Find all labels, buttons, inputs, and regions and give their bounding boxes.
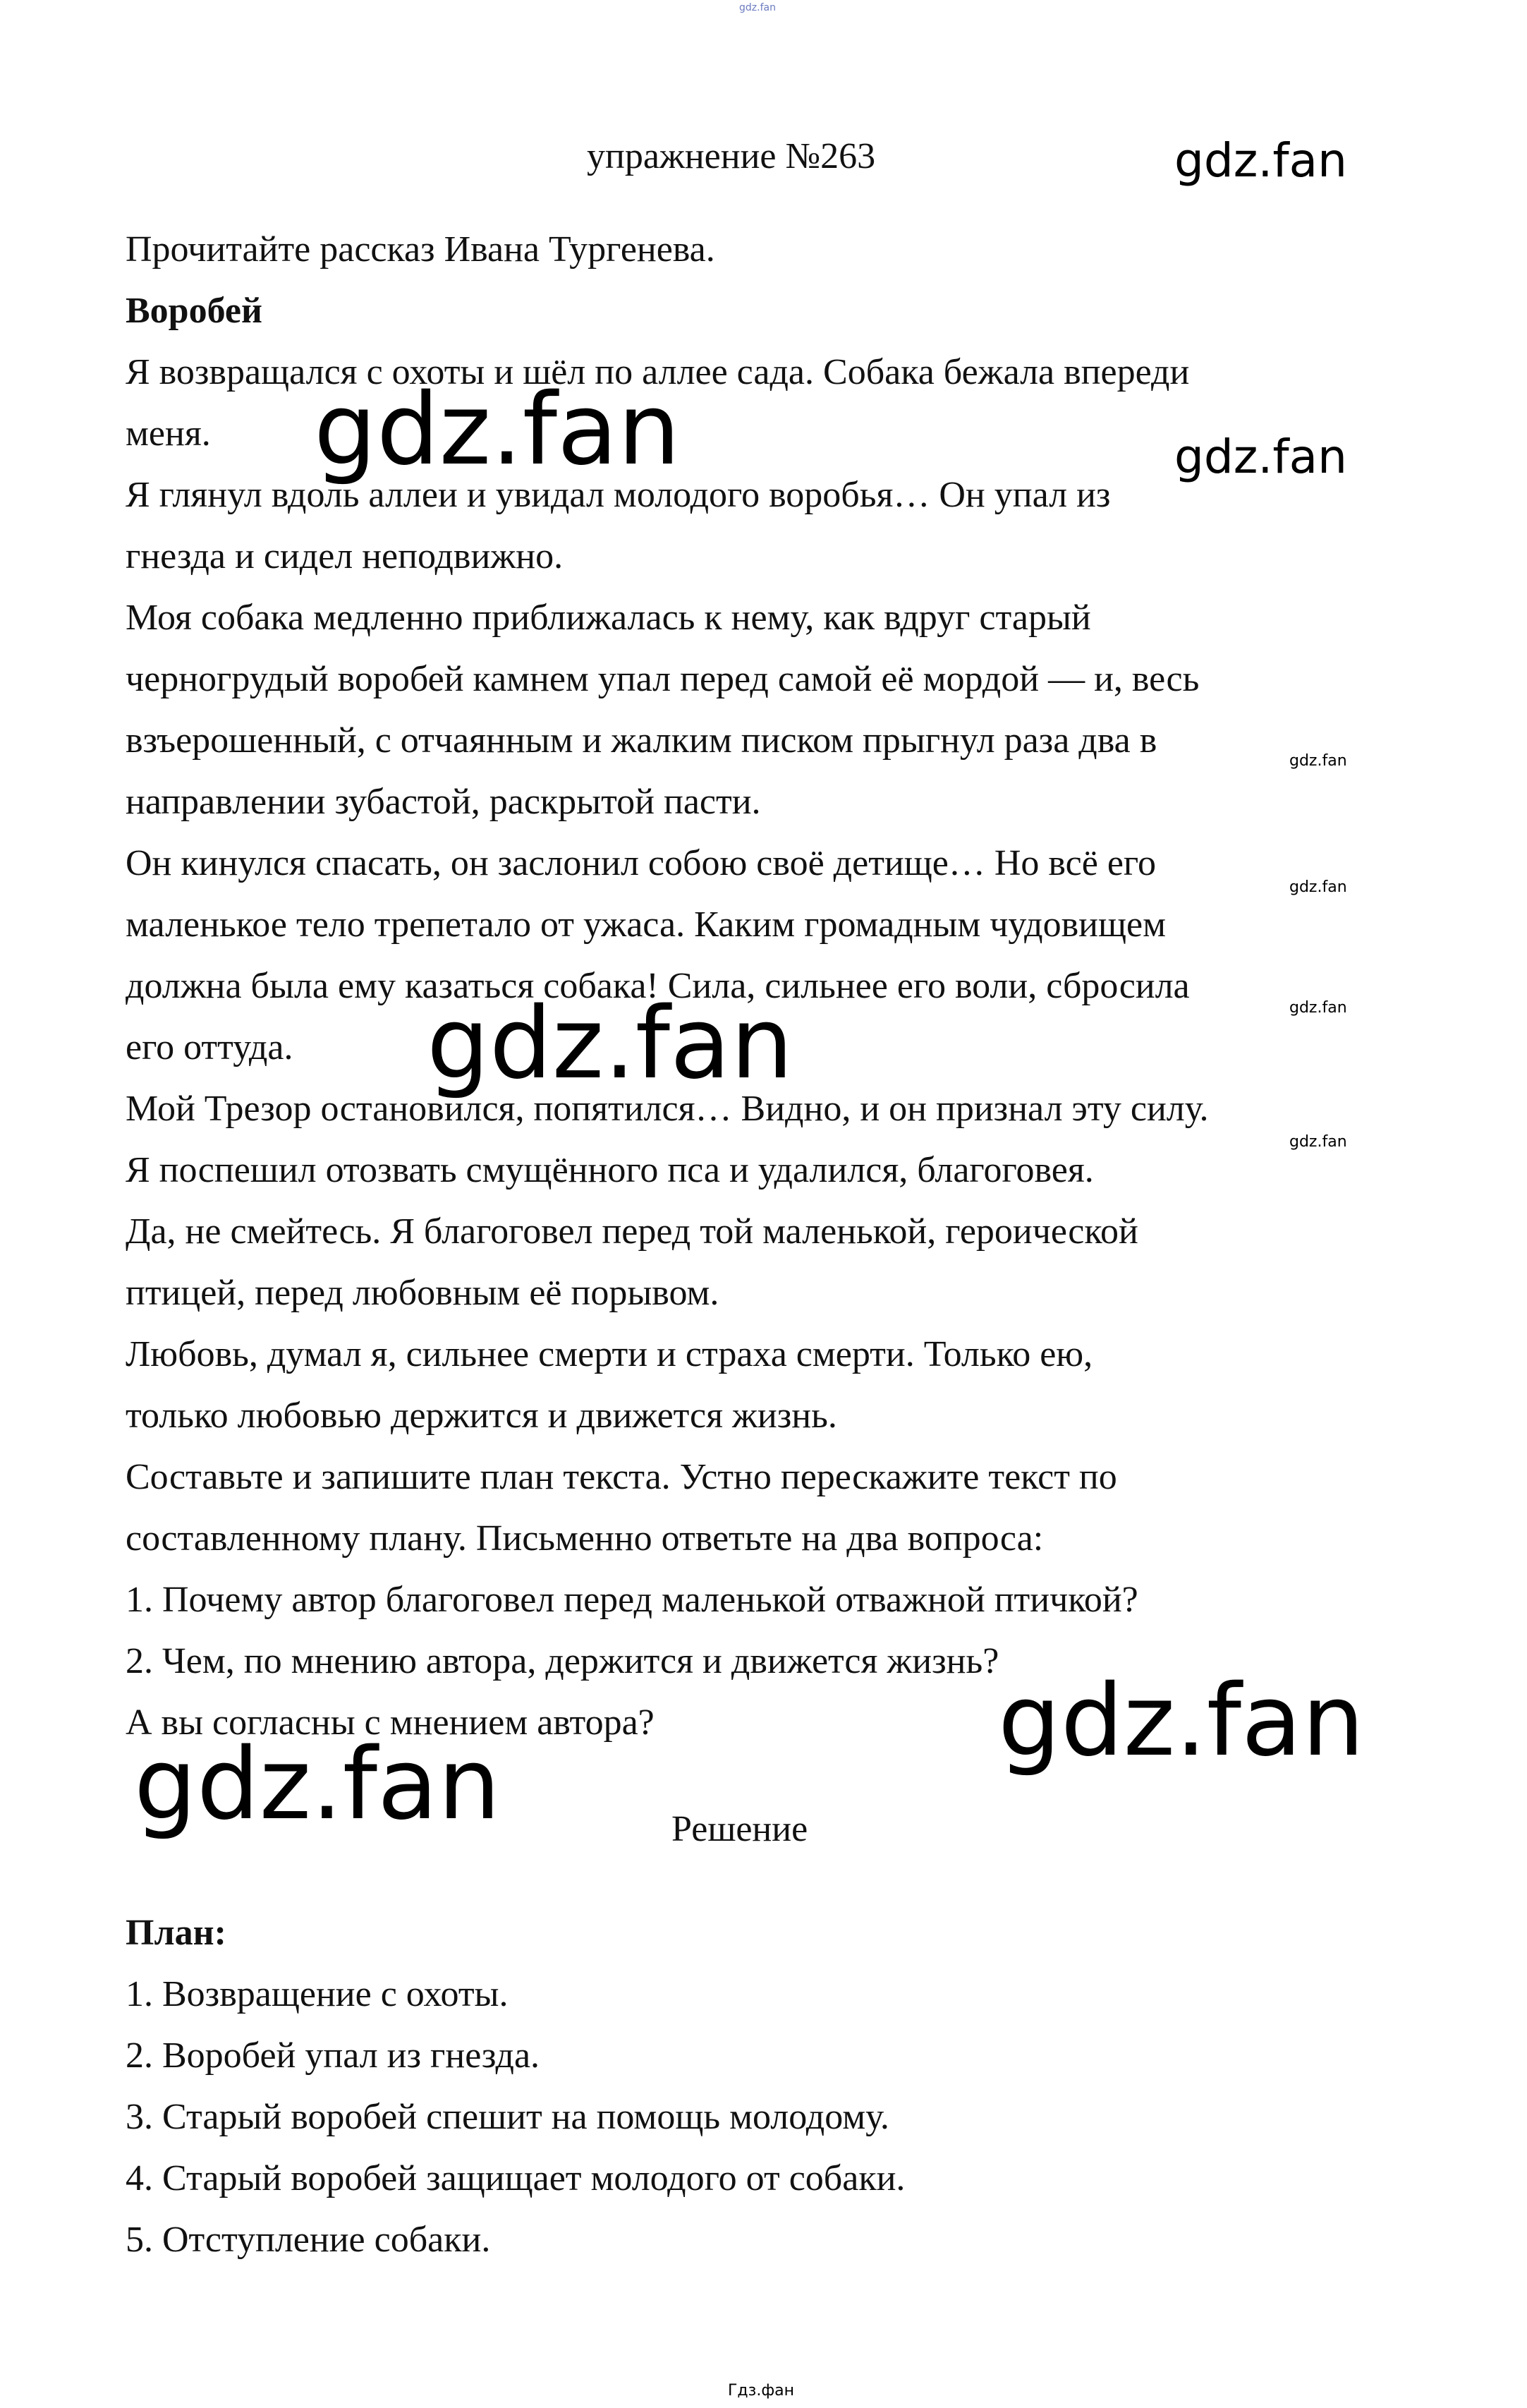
task-line: А вы согласны с мнением автора?: [126, 1702, 655, 1743]
top-watermark: gdz.fan: [739, 2, 776, 13]
story-line: Да, не смейтесь. Я благоговел перед той маленькой, героической: [126, 1211, 1138, 1252]
story-line: Моя собака медленно приближалась к нему, как вдруг старый: [126, 598, 1091, 638]
story-line: Я поспешил отозвать смущённого пса и удалился, благоговея.: [126, 1150, 1094, 1190]
story-line: меня.: [126, 413, 211, 454]
plan-item: 1. Возвращение с охоты.: [126, 1974, 509, 2014]
story-line: Любовь, думал я, сильнее смерти и страха смерти. Только ею,: [126, 1334, 1093, 1374]
story-line: гнезда и сидел неподвижно.: [126, 536, 564, 576]
story-line: черногрудый воробей камнем упал перед самой её мордой — и, весь: [126, 659, 1200, 699]
story-line: его оттуда.: [126, 1027, 293, 1067]
task-line: Составьте и запишите план текста. Устно перескажите текст по: [126, 1457, 1117, 1497]
watermark-small: gdz.fan: [1289, 878, 1347, 896]
story-line: Он кинулся спасать, он заслонил собою своё детище… Но всё его: [126, 843, 1156, 883]
plan-item: 4. Старый воробей защищает молодого от собаки.: [126, 2158, 906, 2198]
watermark-medium: gdz.fan: [1174, 133, 1347, 188]
watermark-large: gdz.fan: [134, 1727, 501, 1842]
story-line: Я возвращался с охоты и шёл по аллее сада. Собака бежала впереди: [126, 352, 1190, 392]
footer-watermark: Гдз.фан: [728, 2382, 794, 2400]
plan-item: 2. Воробей упал из гнезда.: [126, 2035, 540, 2076]
story-title: Воробей: [126, 291, 262, 331]
watermark-large: gdz.fan: [314, 373, 681, 488]
task-line: 2. Чем, по мнению автора, держится и движется жизнь?: [126, 1641, 999, 1681]
task-line: составленному плану. Письменно ответьте на два вопроса:: [126, 1518, 1044, 1559]
watermark-medium: gdz.fan: [1174, 430, 1347, 484]
plan-item: 5. Отступление собаки.: [126, 2220, 491, 2260]
story-line: взъерошенный, с отчаянным и жалким писком прыгнул раза два в: [126, 720, 1157, 761]
plan-title: План:: [126, 1913, 226, 1953]
story-line: Я глянул вдоль аллеи и увидал молодого воробья… Он упал из: [126, 475, 1111, 515]
intro-text: Прочитайте рассказ Ивана Тургенева.: [126, 229, 715, 270]
story-line: Мой Трезор остановился, попятился… Видно, и он признал эту силу.: [126, 1089, 1209, 1129]
story-line: направлении зубастой, раскрытой пасти.: [126, 782, 761, 822]
story-line: птицей, перед любовным её порывом.: [126, 1273, 719, 1313]
task-line: 1. Почему автор благоговел перед маленькой отважной птичкой?: [126, 1580, 1138, 1620]
watermark-small: gdz.fan: [1289, 1133, 1347, 1151]
solution-label: Решение: [671, 1809, 808, 1849]
watermark-small: gdz.fan: [1289, 999, 1347, 1017]
watermark-small: gdz.fan: [1289, 752, 1347, 770]
story-line: должна была ему казаться собака! Сила, сильнее его воли, сбросила: [126, 966, 1190, 1006]
plan-item: 3. Старый воробей спешит на помощь молодому.: [126, 2097, 889, 2137]
watermark-large: gdz.fan: [998, 1664, 1365, 1779]
watermark-large: gdz.fan: [427, 986, 793, 1101]
story-line: маленькое тело трепетало от ужаса. Каким громадным чудовищем: [126, 904, 1167, 945]
exercise-title: упражнение №263: [587, 136, 876, 176]
story-line: только любовью держится и движется жизнь.: [126, 1396, 837, 1436]
